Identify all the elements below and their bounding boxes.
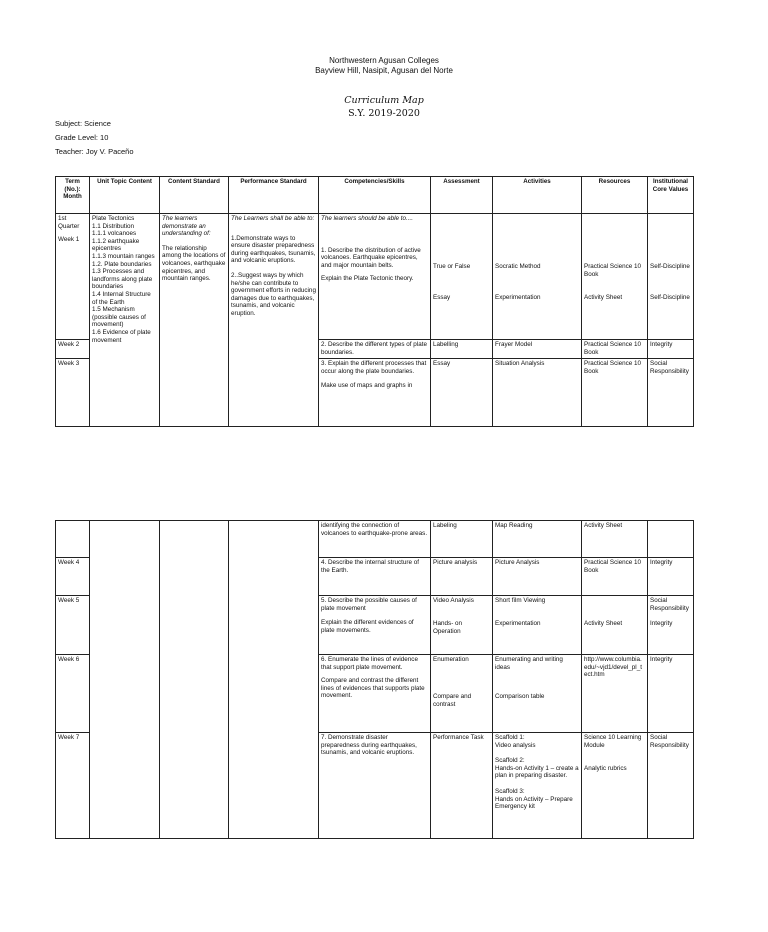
document-title: Curriculum Map bbox=[344, 95, 424, 106]
resource-6-link[interactable]: http://www.columbia.edu/~vjd1/devel_pl_tect.htm bbox=[582, 655, 648, 733]
assessment-week6-cell bbox=[431, 655, 493, 733]
values-week5-cell bbox=[648, 596, 694, 655]
value-2: Integrity bbox=[648, 340, 694, 359]
col-header-resources: Resources bbox=[582, 177, 648, 214]
scaffold-2-title: Scaffold 2: bbox=[495, 757, 525, 765]
school-year: S.Y. 2019-2020 bbox=[348, 108, 420, 119]
resource-5b: Activity Sheet bbox=[584, 620, 623, 627]
competency-6: 6. Enumerate the lines of evidence that support plate movement. bbox=[321, 656, 418, 671]
activity-week7-cell bbox=[493, 733, 582, 839]
performance-standard-intro: The Learners shall be able to: bbox=[231, 215, 315, 222]
grade-label: Grade Level: 10 bbox=[55, 133, 109, 142]
competency-week6-cell bbox=[319, 655, 431, 733]
value-4: Integrity bbox=[648, 558, 694, 596]
resources-week7-cell bbox=[582, 733, 648, 839]
col-header-content-standard: Content Standard bbox=[160, 177, 229, 214]
topic-item: 1.1 Distribution bbox=[92, 222, 134, 230]
value-5b: Integrity bbox=[650, 620, 673, 627]
scaffold-3-title: Scaffold 3: bbox=[495, 787, 525, 795]
topic-item: 1.3 Processes and landforms along plate boundaries bbox=[92, 268, 153, 291]
content-standard-cell bbox=[160, 214, 229, 427]
value-7: Social Responsibility bbox=[648, 733, 694, 839]
activity-6b: Comparison table bbox=[495, 693, 545, 700]
assessment-5: Video Analysis bbox=[433, 597, 474, 604]
topic-item: 1.1.3 mountain ranges bbox=[92, 252, 155, 260]
scaffold-2-text: Hands-on Activity 1 – create a plan in preparing disaster. bbox=[495, 764, 579, 780]
assessment-1b: Essay bbox=[433, 294, 451, 301]
activity-5: Short film Viewing bbox=[495, 597, 546, 604]
resource-2: Practical Science 10 Book bbox=[582, 340, 648, 359]
competency-cont: identifying the connection of volcanoes to earthquake-prone areas. bbox=[319, 521, 431, 558]
activity-5b: Experimentation bbox=[495, 620, 541, 627]
col-header-term: Term (No.): Month bbox=[56, 177, 90, 214]
values-week1-cell bbox=[648, 214, 694, 340]
teacher-label: Teacher: Joy V. Paceño bbox=[55, 147, 134, 156]
curriculum-table-1 bbox=[55, 176, 694, 427]
activity-week1-cell bbox=[493, 214, 582, 340]
table-row-cont bbox=[56, 521, 694, 558]
activity-6: Enumerating and writing ideas bbox=[495, 656, 563, 671]
table-row-week1 bbox=[56, 214, 694, 340]
competency-3: 3. Explain the different processes that occur along the plate boundaries. bbox=[321, 360, 427, 375]
col-header-competencies: Competencies/Skills bbox=[319, 177, 431, 214]
activity-1b: Experimentation bbox=[495, 294, 541, 301]
activity-4: Picture Analysis bbox=[493, 558, 582, 596]
competency-week5-cell bbox=[319, 596, 431, 655]
col-header-topic: Unit Topic Content bbox=[90, 177, 160, 214]
resources-week1-cell bbox=[582, 214, 648, 340]
competency-1: 1. Describe the distribution of active volcanoes. Earthquake epicentres, and major mountain belts. bbox=[321, 246, 421, 269]
competency-5b: Explain the different evidences of plate movements. bbox=[321, 619, 414, 634]
competency-1b: Explain the Plate Tectonic theory. bbox=[321, 275, 414, 283]
assessment-7: Performance Task bbox=[431, 733, 493, 839]
content-standard-text: The relationship among the locations of volcanoes, earthquake epicentres, and mountain ranges. bbox=[162, 244, 226, 283]
topic-item: 1.5 Mechanism (possible causes of movement) bbox=[92, 306, 146, 329]
activity-week6-cell bbox=[493, 655, 582, 733]
competency-intro: The learners should be able to.... bbox=[321, 215, 414, 222]
competency-5: 5. Describe the possible causes of plate movement bbox=[321, 597, 417, 612]
topic-item: Plate Tectonics bbox=[92, 215, 135, 222]
value-6: Integrity bbox=[648, 655, 694, 733]
scaffold-3-text: Hands on Activity – Prepare Emergency kit bbox=[495, 795, 573, 811]
assessment-3: Essay bbox=[431, 359, 493, 427]
topic-empty-cell bbox=[90, 521, 160, 839]
assessment-week5-cell bbox=[431, 596, 493, 655]
assessment-4: Picture analysis bbox=[431, 558, 493, 596]
value-cont bbox=[648, 521, 694, 558]
performance-standard-1: 1.Demonstrate ways to ensure disaster preparedness during earthquakes, tsunamis, and volcanic eruptions. bbox=[231, 234, 316, 265]
activity-cont: Map Reading bbox=[493, 521, 582, 558]
content-standard-intro: The learners demonstrate an understanding of: bbox=[162, 215, 211, 238]
col-header-assessment: Assessment bbox=[431, 177, 493, 214]
assessment-1: True or False bbox=[433, 263, 471, 270]
assessment-week1-cell bbox=[431, 214, 493, 340]
topic-item: 1.1.2 earthquake epicentres bbox=[92, 237, 140, 253]
assessment-2: Labelling bbox=[431, 340, 493, 359]
activity-2: Frayer Model bbox=[493, 340, 582, 359]
col-header-performance-standard: Performance Standard bbox=[229, 177, 319, 214]
week1-label: Week 1 bbox=[58, 236, 80, 244]
week2-label: Week 2 bbox=[56, 340, 90, 359]
term-week1-cell bbox=[56, 214, 90, 340]
competency-6b: Compare and contrast the different lines of evidences that supports plate movement. bbox=[321, 677, 425, 700]
topic-item: 1.6 Evidence of plate movement bbox=[92, 328, 151, 344]
header-row bbox=[56, 177, 694, 214]
competency-4: 4. Describe the internal structure of the Earth. bbox=[319, 558, 431, 596]
school-address: Bayview Hill, Nasipit, Agusan del Norte bbox=[315, 66, 453, 75]
topic-item: 1.2. Plate boundaries bbox=[92, 260, 152, 268]
performance-standard-cell bbox=[229, 214, 319, 427]
week3-label: Week 3 bbox=[56, 359, 90, 427]
competency-week3-cell bbox=[319, 359, 431, 427]
week4-label: Week 4 bbox=[56, 558, 90, 596]
assessment-cont: Labeling bbox=[431, 521, 493, 558]
activity-1: Socratic Method bbox=[495, 263, 541, 270]
col-header-core-values: Institutional Core Values bbox=[648, 177, 694, 214]
curriculum-table-2 bbox=[55, 520, 694, 839]
scaffold-1-title: Scaffold 1: bbox=[495, 734, 525, 741]
performance-standard-empty-cell bbox=[229, 521, 319, 839]
resource-4: Practical Science 10 Book bbox=[582, 558, 648, 596]
resource-cont: Activity Sheet bbox=[582, 521, 648, 558]
value-5: Social Responsibility bbox=[650, 597, 689, 612]
content-standard-empty-cell bbox=[160, 521, 229, 839]
week7-label: Week 7 bbox=[56, 733, 90, 839]
col-header-activities: Activities bbox=[493, 177, 582, 214]
resource-5 bbox=[584, 597, 645, 620]
assessment-6b: Compare and contrast bbox=[433, 693, 472, 708]
school-name: Northwestern Agusan Colleges bbox=[329, 56, 439, 65]
assessment-6: Enumeration bbox=[433, 656, 469, 663]
subject-label: Subject: Science bbox=[55, 119, 111, 128]
resources-week5-cell bbox=[582, 596, 648, 655]
competency-7: 7. Demonstrate disaster preparedness during earthquakes, tsunamis, and volcanic eruptions. bbox=[319, 733, 431, 839]
unit-topic-cell bbox=[90, 214, 160, 427]
quarter-label: 1st Quarter bbox=[58, 215, 80, 230]
competency-3b: Make use of maps and graphs in bbox=[321, 382, 413, 390]
value-1b: Self-Discipline bbox=[650, 294, 690, 301]
value-3: Social Responsibility bbox=[648, 359, 694, 427]
competency-week1-cell bbox=[319, 214, 431, 340]
competency-2: 2. Describe the different types of plate boundaries. bbox=[319, 340, 431, 359]
activity-week5-cell bbox=[493, 596, 582, 655]
assessment-5b: Hands- on Operation bbox=[433, 620, 463, 635]
week6-label: Week 6 bbox=[56, 655, 90, 733]
topic-item: 1.1.1 volcanoes bbox=[92, 230, 137, 238]
week5-label: Week 5 bbox=[56, 596, 90, 655]
resource-1: Practical Science 10 Book bbox=[584, 263, 642, 278]
value-1: Self-Discipline bbox=[650, 263, 690, 270]
term-empty-cell bbox=[56, 521, 90, 558]
resource-3: Practical Science 10 Book bbox=[582, 359, 648, 427]
resource-7b: Analytic rubrics bbox=[584, 765, 627, 773]
performance-standard-2: 2..Suggest ways by which he/she can contribute to government efforts in reducing damages due to earthquakes, tsunamis, and volcanic eruption. bbox=[231, 271, 316, 317]
topic-item: 1.4 Internal Structure of the Earth bbox=[92, 290, 151, 306]
activity-3: Situation Analysis bbox=[493, 359, 582, 427]
scaffold-1-text: Video analysis bbox=[495, 741, 536, 749]
resource-1b: Activity Sheet bbox=[584, 294, 623, 301]
resource-7: Science 10 Learning Module bbox=[584, 734, 642, 749]
